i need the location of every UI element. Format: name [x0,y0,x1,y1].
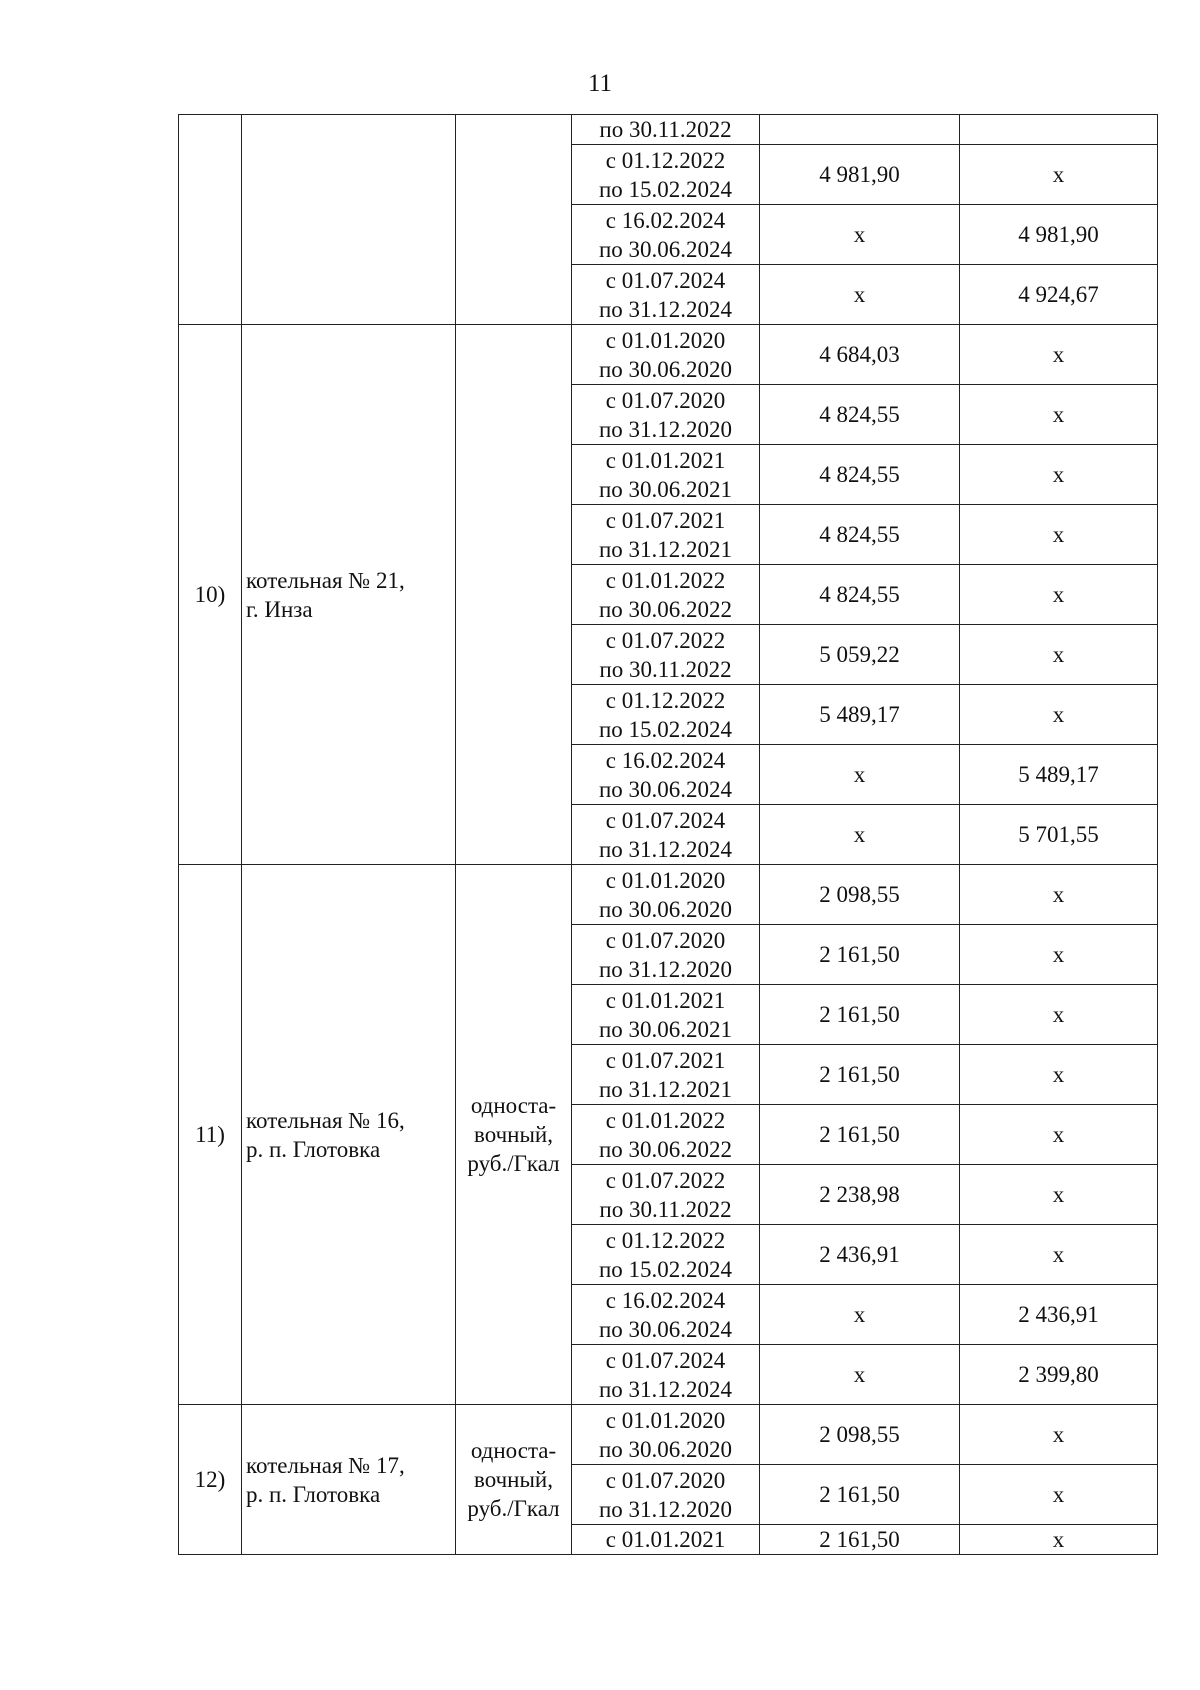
period-cell [572,205,760,265]
tariff-value-1-cell [760,115,960,145]
period-cell [572,925,760,985]
tariff-value-1-cell: х [760,805,960,865]
period-start: с 01.01.2021 [605,987,726,1013]
period-cell [572,745,760,805]
tariff-value-1-cell: 4 824,55 [760,565,960,625]
tariff-value-2-cell: 2 436,91 [960,1285,1158,1345]
tariff-value-1-cell: 4 824,55 [760,505,960,565]
tariff-value-2-cell: х [960,1165,1158,1225]
tariff-value-2-cell: х [960,865,1158,925]
tariff-value-1-cell: 2 098,55 [760,865,960,925]
period-cell [572,1225,760,1285]
tariff-type-line: руб./Гкал [467,1151,560,1176]
period-end: по 15.02.2024 [598,716,733,742]
tariff-value-1-cell: 2 238,98 [760,1165,960,1225]
tariff-value-1-cell: 4 824,55 [760,385,960,445]
tariff-value-2-cell: 2 399,80 [960,1345,1158,1405]
period-start: с 01.07.2020 [605,1467,726,1493]
item-number-cell [179,115,242,325]
period-start: с 16.02.2024 [605,1287,726,1313]
period-cell [572,1285,760,1345]
tariff-type-line: односта- [470,1093,557,1118]
tariff-value-2-cell [960,115,1158,145]
period-end: по 31.12.2021 [598,536,733,562]
period-end: по 30.06.2022 [598,1136,733,1162]
tariff-value-2-cell: х [960,685,1158,745]
tariff-value-2-cell: х [960,1105,1158,1165]
period-cell [572,985,760,1045]
period-cell [572,565,760,625]
tariff-value-1-cell: 5 489,17 [760,685,960,745]
tariff-value-1-cell: 5 059,22 [760,625,960,685]
period-cell [572,1525,760,1555]
boiler-name-cell [242,325,456,865]
tariff-type-line: вочный, [474,1122,553,1147]
tariff-value-2-cell: х [960,505,1158,565]
period-start: с 01.07.2020 [605,927,726,953]
item-number-cell: 12) [179,1405,242,1555]
period-start: с 01.07.2021 [605,1047,726,1073]
boiler-name-cell [242,115,456,325]
tariff-value-1-cell: 2 161,50 [760,1525,960,1555]
period-end: по 30.06.2021 [598,1016,733,1042]
period-start: с 01.01.2022 [605,567,726,593]
tariff-value-2-cell: х [960,985,1158,1045]
period-end: по 30.06.2024 [598,1316,733,1342]
period-start: с 01.01.2020 [605,867,726,893]
tariff-value-2-cell: 4 981,90 [960,205,1158,265]
boiler-name-line: котельная № 17, [246,1452,405,1478]
period-end: по 15.02.2024 [598,176,733,202]
tariff-value-2-cell: х [960,1525,1158,1555]
tariff-value-2-cell: х [960,1465,1158,1525]
tariff-value-2-cell: х [960,1045,1158,1105]
tariff-type-line: односта- [470,1438,557,1463]
tariff-value-2-cell: 5 489,17 [960,745,1158,805]
period-start: с 16.02.2024 [605,207,726,233]
period-start: с 01.07.2020 [605,387,726,413]
period-start: с 01.07.2024 [605,1347,726,1373]
tariff-value-2-cell: 4 924,67 [960,265,1158,325]
boiler-name-line: котельная № 16, [246,1107,405,1133]
period-end: по 31.12.2024 [598,1376,733,1402]
period-start: с 16.02.2024 [605,747,726,773]
period-end: по 30.06.2022 [598,596,733,622]
period-cell [572,1465,760,1525]
tariff-value-2-cell: х [960,325,1158,385]
period-end: по 31.12.2024 [598,836,733,862]
period-start: с 01.12.2022 [605,1227,726,1253]
period-end: по 31.12.2024 [598,296,733,322]
period-cell [572,1045,760,1105]
item-number-cell: 11) [179,865,242,1405]
tariff-value-1-cell: 4 684,03 [760,325,960,385]
period-cell [572,1405,760,1465]
period-end: по 30.06.2021 [598,476,733,502]
period-start: с 01.07.2024 [605,267,726,293]
period-end: по 15.02.2024 [598,1256,733,1282]
tariff-type-cell [456,865,572,1405]
boiler-name-cell [242,865,456,1405]
boiler-name-line: котельная № 21, [246,567,405,593]
period-start: с 01.01.2022 [605,1107,726,1133]
tariff-value-1-cell: х [760,1345,960,1405]
tariff-value-2-cell: 5 701,55 [960,805,1158,865]
period-cell [572,505,760,565]
period-cell [572,445,760,505]
period-cell [572,385,760,445]
period-end: по 30.06.2024 [598,776,733,802]
period-start: с 01.12.2022 [605,687,726,713]
tariff-value-1-cell: 2 161,50 [760,925,960,985]
tariff-value-2-cell: х [960,1225,1158,1285]
tariff-value-1-cell: 2 161,50 [760,1105,960,1165]
boiler-name-line: г. Инза [246,596,313,622]
tariff-value-1-cell: 2 161,50 [760,1045,960,1105]
period-end: по 30.06.2020 [598,1436,733,1462]
period-end: по 31.12.2020 [598,956,733,982]
boiler-name-line: р. п. Глотовка [246,1481,381,1507]
period-start: с 01.01.2020 [605,327,726,353]
period-end: по 30.06.2020 [598,896,733,922]
period-start: с 01.07.2021 [605,507,726,533]
tariff-table-body [179,115,1158,1555]
page-number: 11 [587,70,613,97]
tariff-value-1-cell: х [760,1285,960,1345]
tariff-value-1-cell: 2 161,50 [760,1465,960,1525]
period-cell [572,265,760,325]
tariff-value-1-cell: 4 824,55 [760,445,960,505]
tariff-value-1-cell: х [760,205,960,265]
period-cell [572,865,760,925]
period-start: с 01.07.2022 [605,627,726,653]
period-cell [572,115,760,145]
tariff-value-2-cell: х [960,385,1158,445]
period-cell [572,1345,760,1405]
table-row [179,325,1158,385]
tariff-type-cell [456,325,572,865]
tariff-value-2-cell: х [960,925,1158,985]
tariff-value-2-cell: х [960,445,1158,505]
period-start: с 01.01.2020 [605,1407,726,1433]
period-cell [572,1165,760,1225]
tariff-value-1-cell: 2 161,50 [760,985,960,1045]
period-start: с 01.07.2022 [605,1167,726,1193]
table-row [179,1405,1158,1465]
tariff-value-1-cell: 2 436,91 [760,1225,960,1285]
boiler-name-line: р. п. Глотовка [246,1136,381,1162]
period-cell [572,325,760,385]
period-end: по 31.12.2020 [598,1496,733,1522]
period-end: по 31.12.2021 [598,1076,733,1102]
table-row [179,865,1158,925]
period-start: с 01.07.2024 [605,807,726,833]
item-number-cell: 10) [179,325,242,865]
tariff-table [178,114,1158,1555]
tariff-value-2-cell: х [960,145,1158,205]
period-end: по 30.06.2024 [598,236,733,262]
tariff-value-2-cell: х [960,565,1158,625]
period-cell [572,625,760,685]
period-end: по 30.06.2020 [598,356,733,382]
period-cell [572,1105,760,1165]
boiler-name-cell [242,1405,456,1555]
period-cell [572,145,760,205]
period-end: по 30.11.2022 [599,117,732,142]
period-start: с 01.01.2021 [605,447,726,473]
tariff-value-1-cell: 4 981,90 [760,145,960,205]
tariff-value-2-cell: х [960,625,1158,685]
period-start: с 01.12.2022 [605,147,726,173]
tariff-type-cell [456,115,572,325]
tariff-type-line: вочный, [474,1467,553,1492]
tariff-value-1-cell: х [760,265,960,325]
period-cell [572,805,760,865]
tariff-value-1-cell: х [760,745,960,805]
period-cell [572,685,760,745]
period-start: с 01.01.2021 [605,1527,726,1552]
tariff-value-2-cell: х [960,1405,1158,1465]
period-end: по 30.11.2022 [599,656,732,682]
period-end: по 30.11.2022 [599,1196,732,1222]
tariff-type-line: руб./Гкал [467,1496,560,1521]
period-end: по 31.12.2020 [598,416,733,442]
tariff-value-1-cell: 2 098,55 [760,1405,960,1465]
tariff-type-cell [456,1405,572,1555]
table-row [179,115,1158,145]
